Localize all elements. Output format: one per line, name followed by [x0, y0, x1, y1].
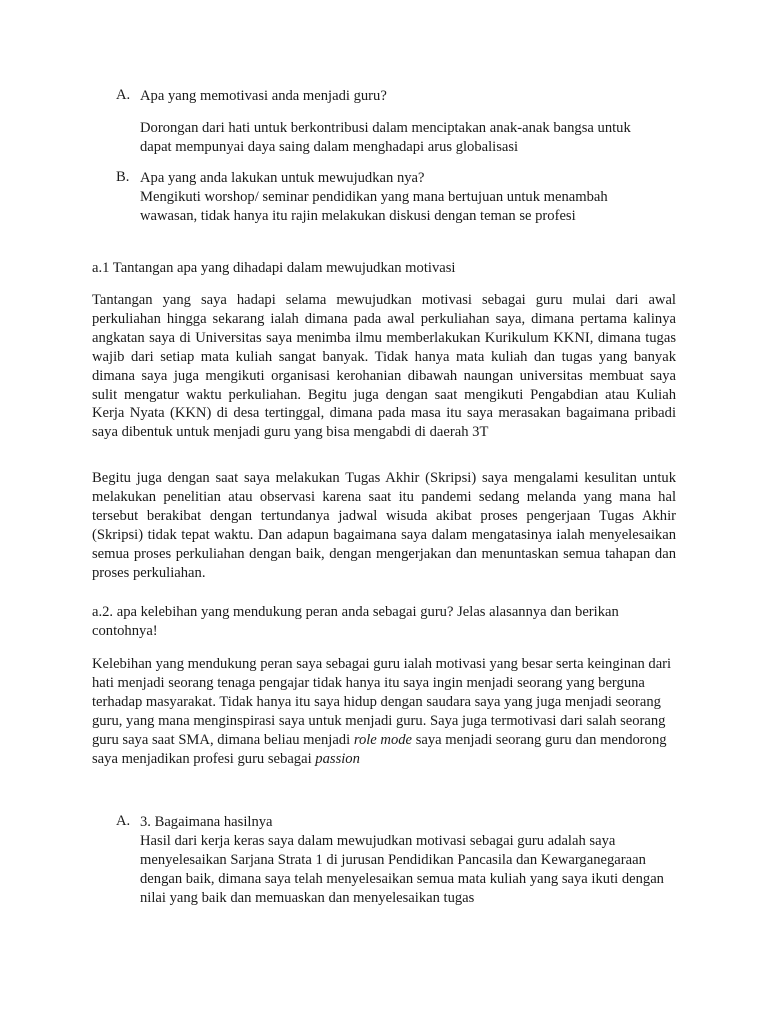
list-marker-b: B. — [116, 169, 130, 185]
question-b: Apa yang anda lakukan untuk mewujudkan nya? — [140, 170, 425, 186]
paragraph-thesis: Begitu juga dengan saat saya melakukan Tugas Akhir (Skripsi) saya mengalami kesulitan untuk melakukan penelitian atau observasi karena saat itu pandemi sedang melanda yang mana hal tersebut berakibat dengan tertundanya jadwal wisuda akibat proses pengerjaan Tugas Akhir (Skripsi) tidak tepat waktu. Dan adapun bagaimana saya dalam mengatasinya ialah menyelesaikan semua proses perkuliahan dengan baik, dengan mengerjakan dan menuntaskan semua tahapan dan proses perkuliahan. — [92, 470, 676, 581]
list-marker-a: A. — [116, 87, 131, 103]
heading-a3: 3. Bagaimana hasilnya — [140, 814, 273, 830]
list-marker-a3: A. — [116, 813, 131, 829]
role-model-term: role mode — [353, 731, 413, 748]
paragraph-challenges: Tantangan yang saya hadapi selama mewujudkan motivasi sebagai guru mulai dari awal perkuliahan hingga sekarang ialah dimana pada awal perkuliahan saya, dimana pertama kalinya angkatan saya di Universitas saya menimba ilmu memberlakukan Kurikulum KKNI, dimana tugas wajib dari setiap mata kuliah sangat banyak. Tidak hanya mata kuliah dan tugas yang banyak dimana saya juga mengikuti organisasi kerohanian dibawah naungan universitas membuat saya sulit mengatur waktu perkuliahan. Begitu juga dengan saat mengikuti Pengabdian atau Kuliah Kerja Nyata (KKN) di desa tertinggal, dimana pada masa itu saya merasakan bagaimana pribadi saya dibentuk untuk menjadi guru yang bisa mengabdi di daerah 3T — [92, 292, 676, 441]
answer-b: Mengikuti worshop/ seminar pendidikan yang mana bertujuan untuk menambah wawasan, tidak hanya itu rajin melakukan diskusi dengan teman se profesi — [140, 189, 608, 224]
section-heading-a2: a.2. apa kelebihan yang mendukung peran anda sebagai guru? Jelas alasannya dan berikan contohnya! — [92, 604, 619, 639]
strengths-text-start: Kelebihan yang mendukung peran saya sebagai guru ialah motivasi yang besar serta keinginan dari hati menjadi seorang tenaga pengajar tidak hanya itu saya ingin menjadi seorang yang berguna terhadap masyarakat. Tidak hanya itu saya hidup dengan saudara saya yang juga menjadi seorang guru, yang mana menginspirasi saya untuk menjadi guru. Saya juga termotivasi dari salah seorang guru saya saat SMA, dimana beliau menjadi — [92, 656, 672, 748]
passion-term: passion — [315, 750, 360, 767]
answer-a3: Hasil dari kerja keras saya dalam mewujudkan motivasi sebagai guru adalah saya menyelesaikan Sarjana Strata 1 di jurusan Pendidikan Pancasila dan Kewarganegaraan dengan baik, dimana saya telah menyelesaikan semua mata kuliah yang saya ikuti dengan nilai yang baik dan memuaskan dan menyelesaikan tugas — [140, 833, 664, 906]
question-a: Apa yang memotivasi anda menjadi guru? — [140, 88, 387, 104]
strengths-text-mid: saya menjadi seorang guru dan mendorong saya menjadikan profesi guru sebagai — [92, 731, 667, 767]
answer-a: Dorongan dari hati untuk berkontribusi dalam menciptakan anak-anak bangsa untuk dapat mempunyai daya saing dalam menghadapi arus globalisasi — [140, 120, 631, 155]
paragraph-strengths — [92, 655, 676, 768]
section-heading-a1: a.1 Tantangan apa yang dihadapi dalam mewujudkan motivasi — [92, 260, 456, 276]
